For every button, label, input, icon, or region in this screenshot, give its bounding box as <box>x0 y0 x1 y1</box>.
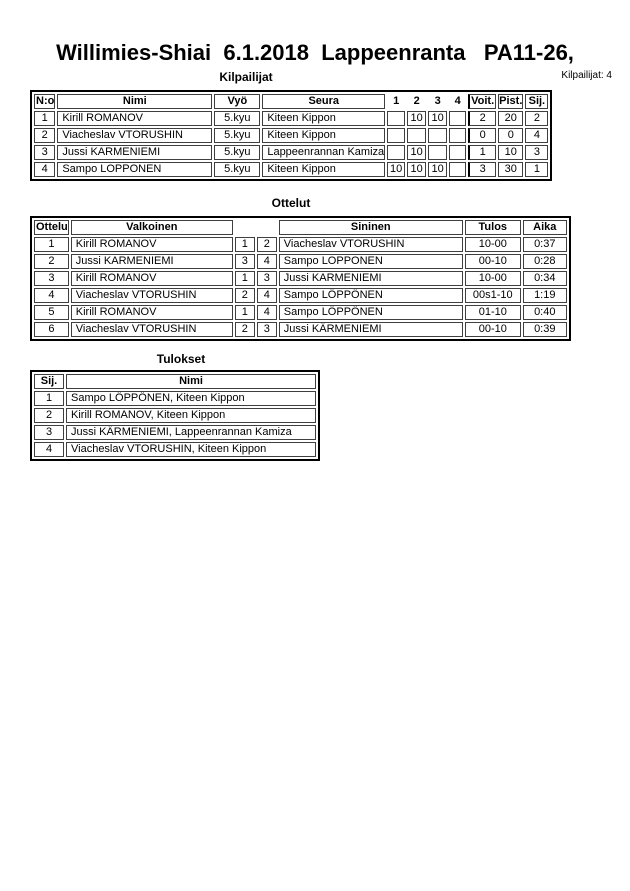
cell-time: 0:28 <box>523 254 567 269</box>
cell-score-4 <box>449 145 466 160</box>
cell-result: 00s1-10 <box>465 288 521 303</box>
cell-time: 0:39 <box>523 322 567 337</box>
cell-belt: 5.kyu <box>214 162 260 177</box>
kilpailijat-table <box>30 90 552 181</box>
cell-match-no: 6 <box>34 322 69 337</box>
cell-score-2: 10 <box>407 162 426 177</box>
header-round-4: 4 <box>454 95 461 107</box>
cell-score-2: 10 <box>407 111 426 126</box>
cell-score-1: 10 <box>387 162 405 177</box>
cell-match-no: 2 <box>34 254 69 269</box>
cell-score-1 <box>387 128 405 143</box>
cell-score-1 <box>387 111 405 126</box>
cell-no: 4 <box>34 162 55 177</box>
table-row <box>34 128 548 143</box>
cell-blue-name: Sampo LÖPPÖNEN <box>279 288 463 303</box>
header-club: Seura <box>262 94 385 109</box>
page-title: Willimies-Shiai 6.1.2018 Lappeenranta PA11-26, <box>56 40 574 65</box>
cell-no: 1 <box>34 111 55 126</box>
header-round-2: 2 <box>413 95 420 107</box>
cell-points: 10 <box>498 145 523 160</box>
cell-belt: 5.kyu <box>214 145 260 160</box>
header-points: Pist. <box>499 95 523 107</box>
cell-blue-name: Sampo LÖPPÖNEN <box>279 305 463 320</box>
cell-place: 4 <box>525 128 548 143</box>
cell-blue-name: Jussi KÄRMENIEMI <box>279 322 463 337</box>
cell-competitor: Sampo LÖPPÖNEN, Kiteen Kippon <box>66 391 316 406</box>
header-place: Sij. <box>525 94 548 109</box>
table-row <box>34 162 548 177</box>
cell-white-no: 3 <box>235 254 255 269</box>
cell-score-3 <box>428 128 447 143</box>
cell-blue-no: 3 <box>257 271 277 286</box>
cell-result: 01-10 <box>465 305 521 320</box>
cell-result: 10-00 <box>465 271 521 286</box>
header-round-1: 1 <box>393 95 400 107</box>
cell-time: 0:34 <box>523 271 567 286</box>
header-result: Tulos <box>465 220 521 235</box>
cell-place: 2 <box>525 111 548 126</box>
cell-white-no: 2 <box>235 322 255 337</box>
cell-place: 2 <box>34 408 64 423</box>
cell-wins: 0 <box>468 128 496 143</box>
cell-no: 3 <box>34 145 55 160</box>
cell-white-no: 1 <box>235 305 255 320</box>
cell-score-2: 10 <box>407 145 426 160</box>
ottelut-table <box>30 216 571 341</box>
cell-belt: 5.kyu <box>214 128 260 143</box>
cell-match-no: 4 <box>34 288 69 303</box>
cell-white-name: Viacheslav VTORUSHIN <box>71 288 233 303</box>
cell-blue-no: 3 <box>257 322 277 337</box>
cell-name: Jussi KARMENIEMI <box>57 145 212 160</box>
cell-white-name: Jussi KARMENIEMI <box>71 254 233 269</box>
cell-white-no: 1 <box>235 271 255 286</box>
cell-place: 4 <box>34 442 64 457</box>
cell-wins: 2 <box>468 111 496 126</box>
table-header-row <box>34 220 567 235</box>
cell-club: Kiteen Kippon <box>262 111 385 126</box>
cell-white-name: Kirill ROMANOV <box>71 271 233 286</box>
header-time: Aika <box>523 220 567 235</box>
cell-wins: 3 <box>468 162 496 177</box>
cell-white-name: Viacheslav VTORUSHIN <box>71 322 233 337</box>
cell-time: 1:19 <box>523 288 567 303</box>
cell-blue-name: Jussi KARMENIEMI <box>279 271 463 286</box>
cell-score-2 <box>407 128 426 143</box>
cell-name: Sampo LOPPONEN <box>57 162 212 177</box>
header-name: Nimi <box>66 374 316 389</box>
header-belt: Vyö <box>214 94 260 109</box>
cell-blue-name: Viacheslav VTORUSHIN <box>279 237 463 252</box>
cell-points: 20 <box>498 111 523 126</box>
cell-result: 00-10 <box>465 254 521 269</box>
table-row <box>34 322 567 337</box>
cell-blue-no: 2 <box>257 237 277 252</box>
cell-time: 0:37 <box>523 237 567 252</box>
header-white: Valkoinen <box>71 220 233 235</box>
cell-blue-no: 4 <box>257 254 277 269</box>
table-header-row <box>34 374 316 389</box>
header-wins: Voit. <box>468 94 496 109</box>
section-title-ottelut: Ottelut <box>271 196 311 210</box>
cell-result: 00-10 <box>465 322 521 337</box>
cell-score-4 <box>449 128 466 143</box>
cell-white-name: Kirill ROMANOV <box>71 237 233 252</box>
cell-blue-no: 4 <box>257 305 277 320</box>
cell-match-no: 3 <box>34 271 69 286</box>
table-header-row <box>34 94 548 109</box>
cell-score-4 <box>449 111 466 126</box>
header-place: Sij. <box>34 374 64 389</box>
cell-time: 0:40 <box>523 305 567 320</box>
cell-score-1 <box>387 145 405 160</box>
cell-no: 2 <box>34 128 55 143</box>
cell-club: Kiteen Kippon <box>262 162 385 177</box>
cell-result: 10-00 <box>465 237 521 252</box>
cell-belt: 5.kyu <box>214 111 260 126</box>
cell-wins: 1 <box>468 145 496 160</box>
cell-match-no: 5 <box>34 305 69 320</box>
cell-place: 3 <box>525 145 548 160</box>
section-title-tulokset: Tulokset <box>156 352 206 366</box>
table-row <box>34 425 316 440</box>
cell-place: 1 <box>34 391 64 406</box>
cell-competitor: Kirill ROMANOV, Kiteen Kippon <box>66 408 316 423</box>
header-blue-no <box>257 220 277 235</box>
cell-points: 30 <box>498 162 523 177</box>
cell-name: Kirill ROMANOV <box>57 111 212 126</box>
cell-points: 0 <box>498 128 523 143</box>
cell-match-no: 1 <box>34 237 69 252</box>
table-row <box>34 237 567 252</box>
cell-place: 3 <box>34 425 64 440</box>
header-name: Nimi <box>57 94 212 109</box>
section-title-kilpailijat: Kilpailijat <box>219 70 273 84</box>
table-row <box>34 442 316 457</box>
table-row <box>34 305 567 320</box>
cell-blue-no: 4 <box>257 288 277 303</box>
tulokset-table <box>30 370 320 461</box>
cell-white-name: Kirill ROMANOV <box>71 305 233 320</box>
cell-white-no: 2 <box>235 288 255 303</box>
cell-blue-name: Sampo LOPPONEN <box>279 254 463 269</box>
cell-score-3 <box>428 145 447 160</box>
table-row <box>34 271 567 286</box>
table-row <box>34 254 567 269</box>
header-white-no <box>235 220 255 235</box>
cell-competitor: Viacheslav VTORUSHIN, Kiteen Kippon <box>66 442 316 457</box>
table-row <box>34 408 316 423</box>
cell-white-no: 1 <box>235 237 255 252</box>
cell-club: Kiteen Kippon <box>262 128 385 143</box>
cell-name: Viacheslav VTORUSHIN <box>57 128 212 143</box>
header-blue: Sininen <box>279 220 463 235</box>
header-match-no: Ottelu <box>36 221 68 233</box>
header-round-3: 3 <box>434 95 441 107</box>
table-row <box>34 111 548 126</box>
cell-score-4 <box>449 162 466 177</box>
table-row <box>34 145 548 160</box>
cell-competitor: Jussi KÄRMENIEMI, Lappeenrannan Kamiza <box>66 425 316 440</box>
header-no: N:o <box>36 95 55 107</box>
cell-score-3: 10 <box>428 111 447 126</box>
table-row <box>34 288 567 303</box>
cell-score-3: 10 <box>428 162 447 177</box>
cell-place: 1 <box>525 162 548 177</box>
competitor-count: Kilpailijat: 4 <box>561 70 612 81</box>
table-row <box>34 391 316 406</box>
cell-club: Lappeenrannan Kamiza <box>262 145 385 160</box>
